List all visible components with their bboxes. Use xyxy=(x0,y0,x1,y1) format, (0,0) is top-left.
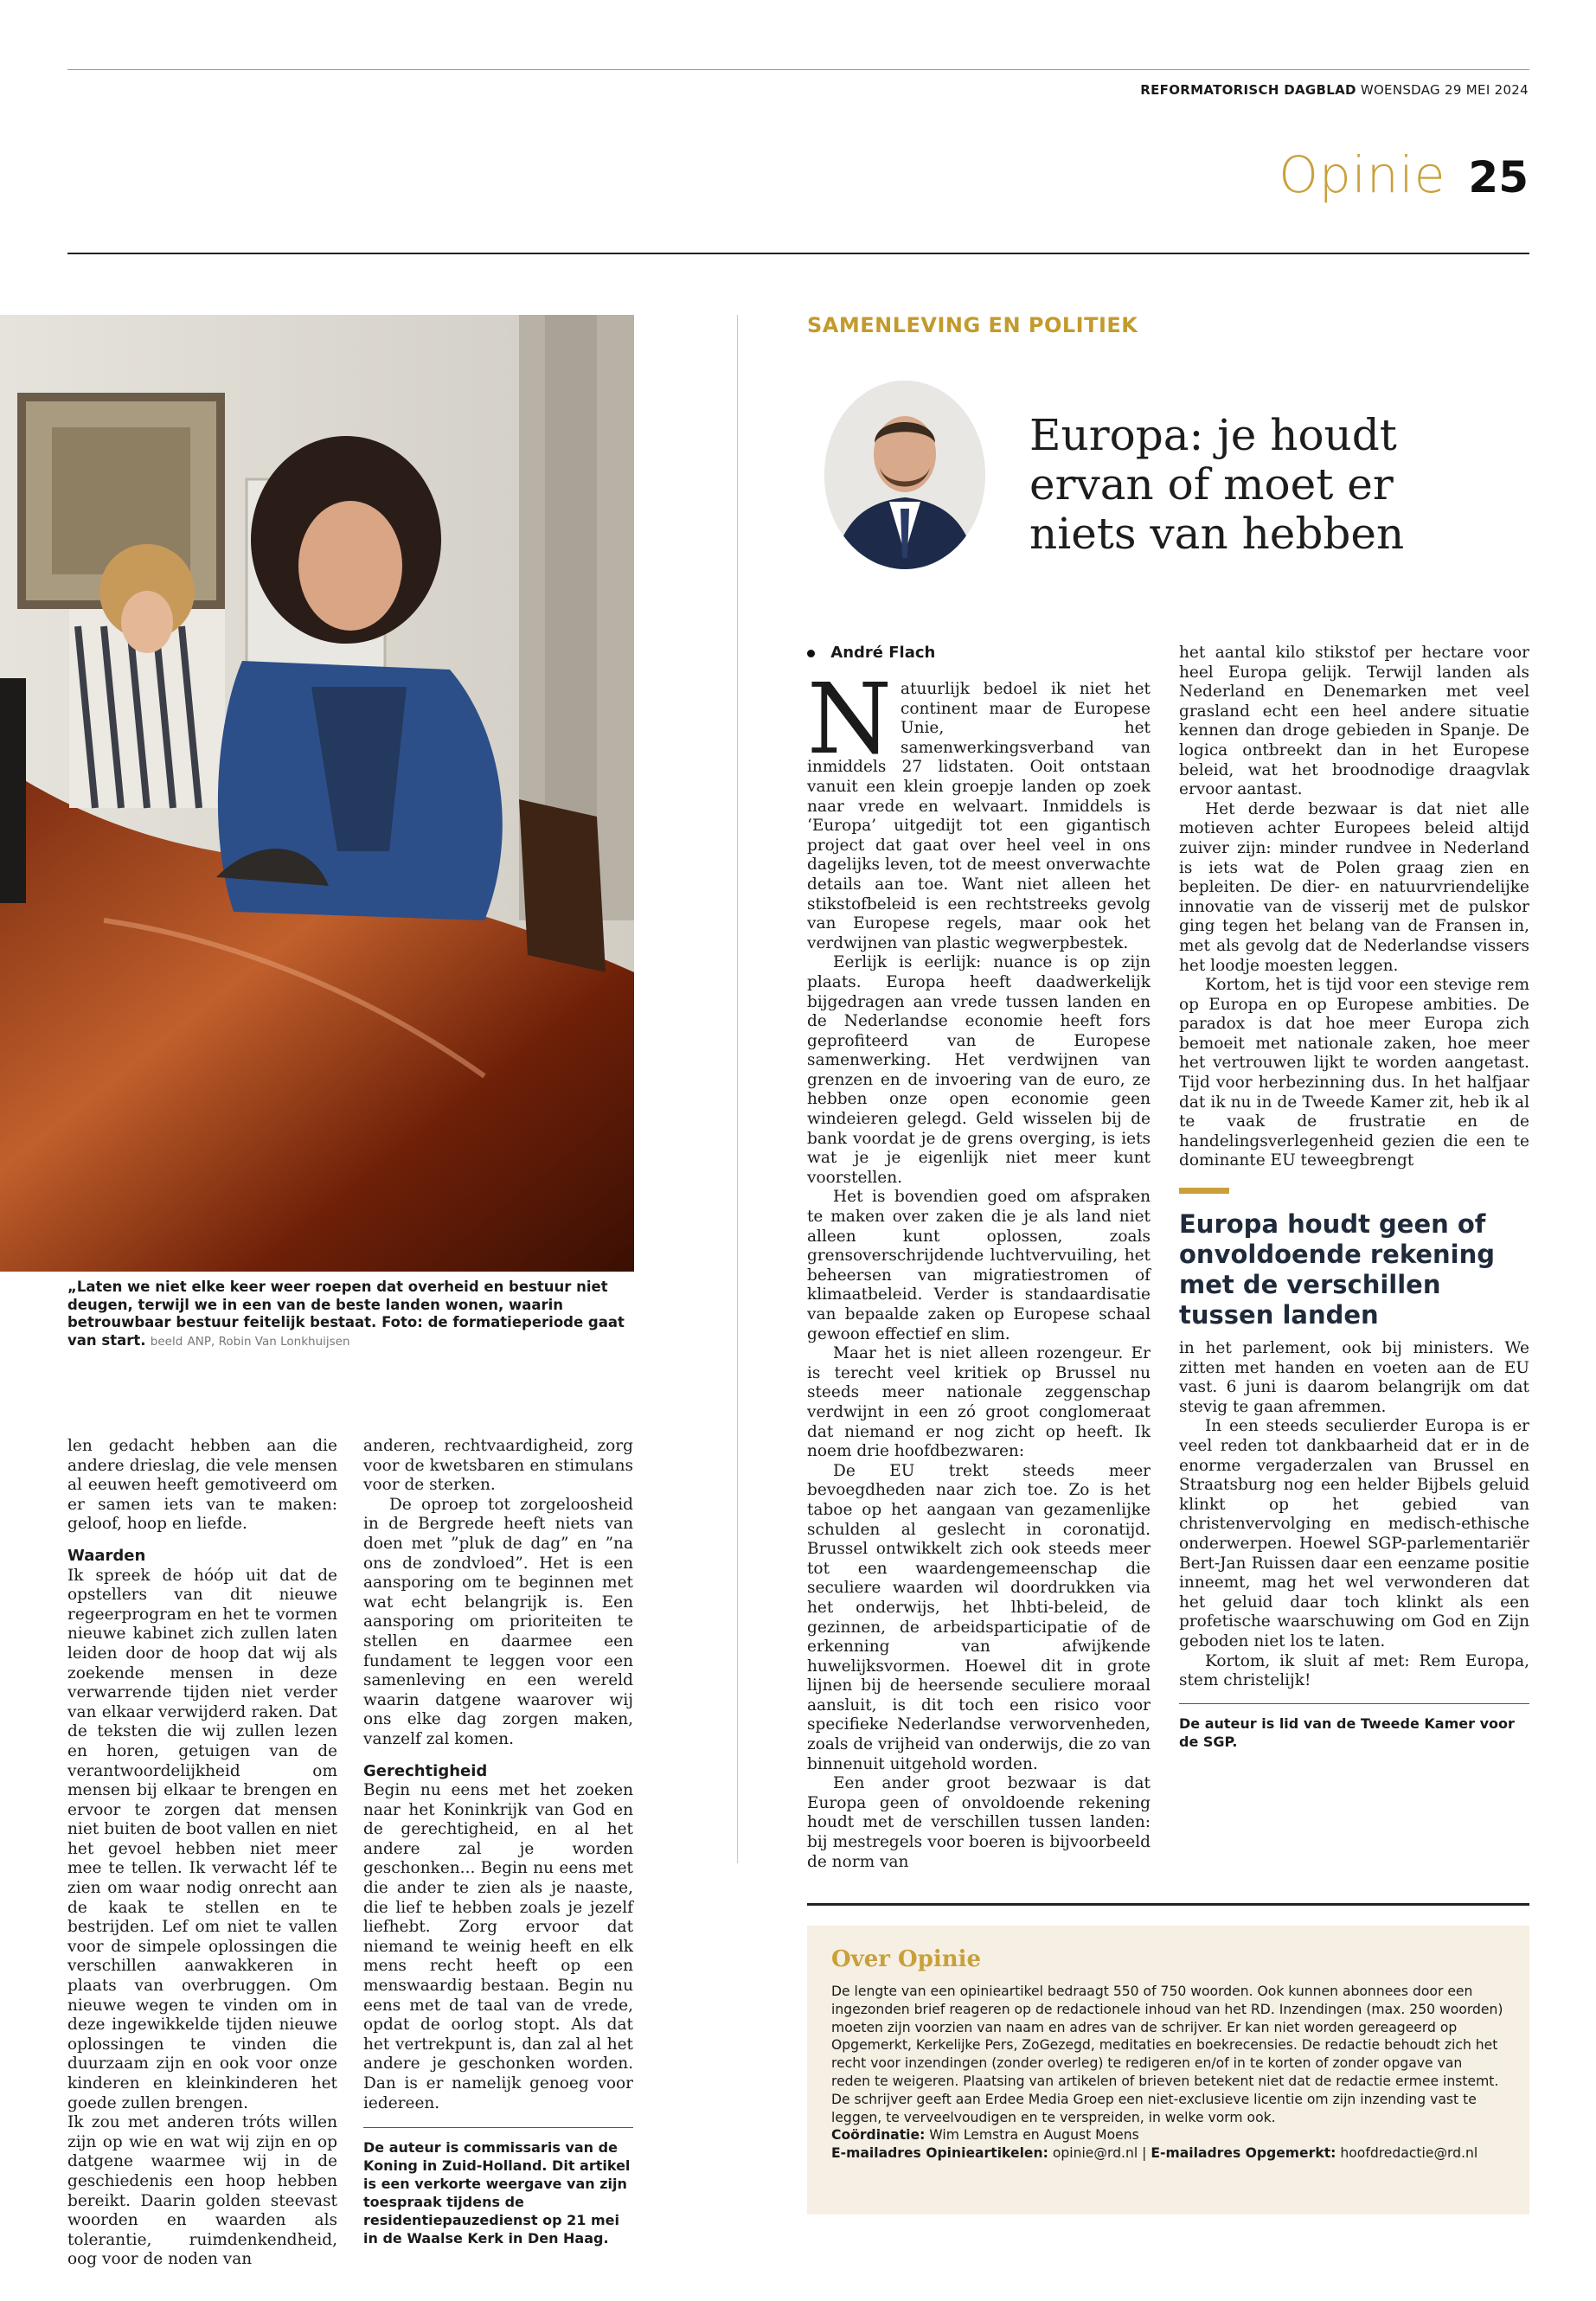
paragraph: Maar het is niet alleen rozengeur. Er is terecht veel kritiek op Brussel nu steeds meer nationale zeggenschap verdwijnt in een zó groot conglomeraat dat niemand er nog zicht op heeft. Ik noem drie hoofdbezwaren: xyxy=(807,1344,1151,1461)
kicker: SAMENLEVING EN POLITIEK xyxy=(807,313,1138,337)
author-photo xyxy=(824,381,985,569)
section-title: Opinie xyxy=(1279,145,1446,204)
author-note: De auteur is commissaris van de Koning in Zuid-Holland. Dit artikel is een verkorte weergave van zijn toespraak tijdens de residentiepauzedienst op 21 mei in de Waalse Kerk in Den Haag. xyxy=(363,2139,631,2247)
paragraph: het aantal kilo stikstof per hectare voor heel Europa gelijk. Terwijl landen als Nederland en Denemarken met veel grasland echt een heel andere situatie kennen dan droge gebieden in Spanje. De logica ontbreekt dan in het Europese beleid, wat het broodnodige draagvlak ervoor aantast. xyxy=(1179,644,1529,799)
caption-credit: ANP, Robin Van Lonkhuijsen xyxy=(187,1334,350,1349)
info-box-body: De lengte van een opinieartikel bedraagt 550 of 750 woorden. Ook kunnen abonnees door een ingezonden brief reageren op de redactionele inhoud van het RD. Inzendingen (max. 250 woorden) moeten zijn voorzien van naam en adres van de schrijver. Er kan niet worden gereageerd op Opgemerkt, Kerkelijke Pers, ZoGezegd, meditaties en boekrecensies. De redactie behoudt zich het recht voor inzendingen (zonder overleg) te redigeren en/of in te korten of zonder opgave van reden te weigeren. Plaatsing van artikelen of brieven betekent niet dat de redactie ermee instemt. De schrijver geeft aan Erdee Media Groep een niet-exclusieve licentie om zijn inzending vast te leggen, te verveelvoudigen en te verspreiden, in welke vorm ook. xyxy=(831,1984,1503,2125)
info-box xyxy=(807,1926,1529,2214)
caption-text: „Laten we niet elke keer weer roepen dat overheid en bestuur niet deugen, terwijl we in een van de beste landen wonen, waarin betrouwbaar bestuur feitelijk bestaat. Foto: de formatieperiode gaat van start. xyxy=(67,1279,625,1349)
issue-date: WOENSDAG 29 MEI 2024 xyxy=(1360,82,1529,98)
coordination-value: Wim Lemstra en August Moens xyxy=(929,2127,1139,2144)
bullet-icon xyxy=(807,650,815,657)
email-label-remark: E-mailadres Opgemerkt: xyxy=(1151,2145,1336,2162)
paragraph: Kortom, ik sluit af met: Rem Europa, stem christelijk! xyxy=(1179,1651,1529,1690)
left-article-col-2 xyxy=(363,1437,633,2247)
caption-credit-label: beeld xyxy=(150,1334,183,1349)
info-box-title: Over Opinie xyxy=(831,1946,982,1972)
article-photo xyxy=(0,315,634,1272)
paragraph: len gedacht hebben aan die andere drieslag, die vele mensen al eeuwen heeft gemotiveerd om er samen iets van te maken: geloof, hoop en liefde. xyxy=(67,1437,337,1534)
paragraph: in het parlement, ook bij ministers. We zitten met handen en voeten aan de EU vast. 6 juni is daarom belangrijk om dat stevig te gaan afremmen. xyxy=(1179,1339,1529,1416)
paragraph: De oproep tot zorgeloosheid in de Bergrede heeft niets van doen met ”pluk de dag” en ”na ons de zondvloed”. Het is een aansporing om te beginnen met wat echt belangrijk is. Een aansporing om prioriteiten te stellen en daarmee een fundament te leggen voor een samenleving en een wereld waarin datgene waarover wij ons elke dag zorgen maken, vanzelf zal komen. xyxy=(363,1495,633,1748)
author-name: André Flach xyxy=(830,644,936,662)
info-box-emails xyxy=(831,2144,1505,2163)
email-link-opinion[interactable]: opinie@rd.nl xyxy=(1052,2145,1138,2162)
article-title: Europa: je houdt ervan of moet er niets van hebben xyxy=(1029,410,1405,559)
paragraph: De EU trekt steeds meer bevoegdheden naar zich toe. Zo is het taboe op het aangaan van gezamenlijke schulden al geslecht in coronatijd. Brussel ontwikkelt zich ook steeds meer tot een waardengemeenschap die seculiere waarden wil doordrukken via het onderwijs, het lhbti-beleid, de gezinnen, de arbeidsparticipatie of de erkenning van afwijkende huwelijksvormen. Hoewel dit in grote lijnen bij de heersende seculiere moraal aansluit, is dit toch een risico voor specifieke Nederlandse verworvenheden, zoals de vrijheid van onderwijs, die zo van binnenuit uitgehold worden. xyxy=(807,1461,1151,1773)
dropcap: N xyxy=(807,663,892,776)
paper-name: REFORMATORISCH DAGBLAD xyxy=(1140,82,1356,98)
paragraph: Het derde bezwaar is dat niet alle motieven achter Europees beleid altijd zuiver zijn: minder rundvee in Nederland is iets wat de Polen graag zien en bepleiten. De dier- en natuurvriendelijke innovatie van de visserij met de pulskor ging tegen het belang van de Fransen in, met als gevolg dat de Nederlandse vissers het loodje moesten leggen. xyxy=(1179,799,1529,975)
author-note: De auteur is lid van de Tweede Kamer voor de SGP. xyxy=(1179,1715,1515,1750)
subheading-waarden: Waarden xyxy=(67,1546,146,1565)
masthead-line xyxy=(1140,82,1529,98)
coordination-label: Coördinatie: xyxy=(831,2127,926,2144)
info-box-coordination xyxy=(831,2126,1505,2144)
paragraph: Eerlijk is eerlijk: nuance is op zijn plaats. Europa heeft daadwerkelijk bijgedragen aan vrede tussen landen en de Nederlandse economie heeft fors geprofiteerd van de Europese samenwerking. Het verdwijnen van grenzen en de invoering van de euro, ze hebben onze open economie geen windeieren gelegd. Geld wisselen bij de bank voordat je de grens overging, is iets wat je je eigenlijk niet meer kunt voorstellen. xyxy=(807,953,1151,1187)
right-article-col-2-top xyxy=(1179,644,1529,1171)
page-number: 25 xyxy=(1468,152,1529,202)
paragraph: In een steeds seculierder Europa is er veel reden tot dankbaarheid dat er in de enorme vergaderzalen van Brussel en Straatsburg nog een helder Bijbels geluid klinkt op het gebied van christenvervolging en medisch-ethische onderwerpen. Hoewel SGP-parlementariër Bert-Jan Ruissen daar een eenzame positie inneemt, mag het wel verwonderen dat het geluid daar toch klinkt als een profetische waarschuwing om God en Zijn geboden niet los te laten. xyxy=(1179,1417,1529,1650)
paragraph: Het is bovendien goed om afspraken te maken over zaken die je als land niet alleen kunt oplossen, zoals grensoverschrijdende luchtvervuiling, het beheersen van migratiestromen of klimaatbeleid. Verder is standaardisatie van bepaalde zaken op Europese schaal gewoon effectief en slim. xyxy=(807,1188,1151,1343)
paragraph: anderen, rechtvaardigheid, zorg voor de kwetsbaren en stimulans voor de sterken. xyxy=(363,1437,633,1495)
right-article-col-2-bottom xyxy=(1179,1339,1529,1751)
paragraph: atuurlijk bedoel ik niet het continent maar de Europese Unie, het samenwerkingsverband van inmiddels 27 lidstaten. Ooit ontstaan vanuit een klein groepje landen op zoek naar vrede en welvaart. Inmiddels is ‘Europa’ uitgedijt tot een gigantisch project dat gaat over heel veel in ons dagelijks leven, tot de meest onverwachte details aan toe. Want niet alleen het stikstofbeleid is een rechtstreeks gevolg van Europese regels, maar ook het verdwijnen van plastic wegwerpbestek. xyxy=(807,680,1151,952)
paragraph: Een ander groot bezwaar is dat Europa geen of onvoldoende rekening houdt met de verschillen tussen landen: bij mestregels voor boeren is bijvoorbeeld de norm van xyxy=(807,1774,1151,1871)
email-separator: | xyxy=(1142,2145,1147,2162)
paragraph: Ik spreek de hóóp uit dat de opstellers van dit nieuwe regeerprogram en het te vormen nieuwe kabinet zich zullen laten leiden door de hoop dat wij als zoekende mensen in deze verwarrende tijden niet verder van elkaar verwijderd raken. Dat de teksten die wij zullen lezen en horen, getuigen van de verantwoordelijkheid om mensen bij elkaar te brengen en ervoor te zorgen dat mensen niet buiten de boot vallen en niet het gevoel hebben niet meer mee te tellen. Ik verwacht léf te zien om waar nodig onrecht aan de kaak te stellen en te bestrijden. Lef om niet te vallen voor de simpele oplossingen die verschillen aanwakkeren in plaats van overbruggen. Om nieuwe wegen te vinden om in deze ingewikkelde tijden nieuwe oplossingen te vinden die duurzaam zijn en ook voor onze kinderen en kleinkinderen het goede zullen brengen. xyxy=(67,1566,337,2112)
paragraph: Ik zou met anderen tróts willen zijn op wie en wat wij zijn en op datgene waarmee wij in de geschiedenis een hoop hebben bereikt. Daarin golden steevast woorden en waarden als tolerantie, ruimdenkendheid, oog voor de noden van xyxy=(67,2113,337,2269)
email-link-remark[interactable]: hoofdredactie@rd.nl xyxy=(1340,2145,1478,2162)
paragraph: Kortom, het is tijd voor een stevige rem op Europa en op Europese ambities. De paradox is dat hoe meer Europa zich bemoeit met nationale zaken, hoe meer het vertrouwen lijkt te worden aangetast. Tijd voor herbezinning dus. In het halfjaar dat ik nu in de Tweede Kamer zit, heb ik al te vaak de frustratie en de handelingsverlegenheid gezien die een te dominante EU teweegbrengt xyxy=(1179,976,1529,1170)
pullquote: Europa houdt geen of onvoldoende rekening met de verschillen tussen landen xyxy=(1179,1209,1495,1330)
left-article-col-1 xyxy=(67,1437,337,2270)
column-divider xyxy=(737,315,738,1863)
section-header xyxy=(1279,145,1529,204)
byline xyxy=(807,644,935,662)
paragraph: Begin nu eens met het zoeken naar het Koninkrijk van God en de gerechtigheid, en al het andere zal je worden geschonken... Begin nu eens met die ander te zien als je naaste, die lief te hebben zoals je jezelf liefhebt. Zorg ervoor dat niemand te weinig heeft en elk mens recht heeft op een menswaardig bestaan. Begin nu eens met de taal van de vrede, opdat de oorlog stopt. Als dat het vertrekpunt is, dan zal al het andere je geschonken worden. Dan is er namelijk genoeg voor iedereen. xyxy=(363,1781,633,2112)
subheading-gerechtigheid: Gerechtigheid xyxy=(363,1761,488,1780)
pullquote-bar xyxy=(1179,1188,1229,1194)
email-label-opinion: E-mailadres Opinieartikelen: xyxy=(831,2145,1048,2162)
photo-caption xyxy=(67,1279,630,1350)
right-article-col-1 xyxy=(807,663,1151,1872)
